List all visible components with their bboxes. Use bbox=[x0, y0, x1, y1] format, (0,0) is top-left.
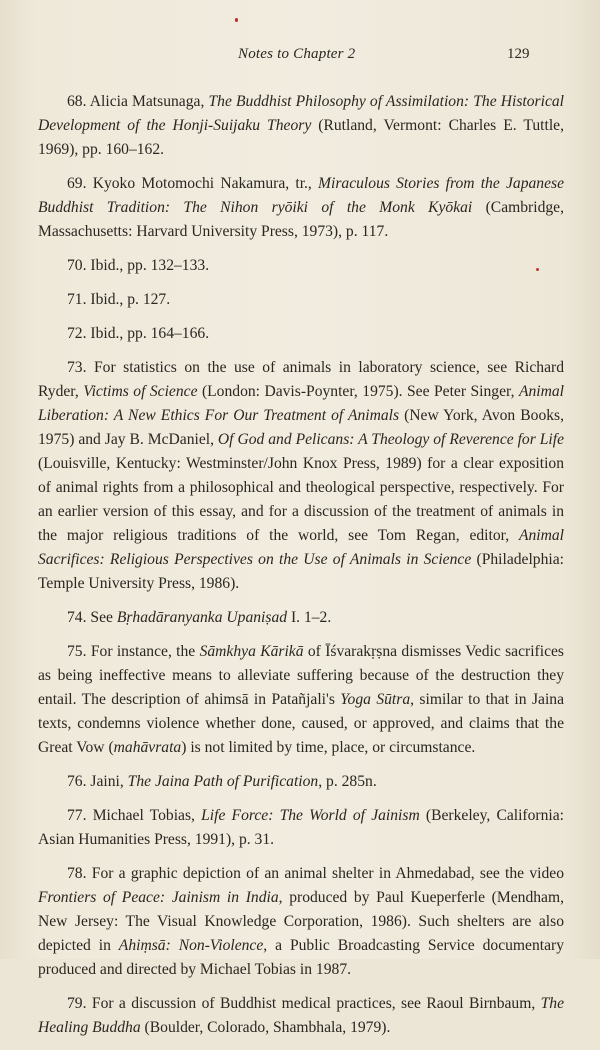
endnote-text: Ibid., pp. 132–133. bbox=[90, 257, 210, 274]
endnote-title: Life Force: The World of Jainism bbox=[201, 807, 420, 824]
endnote-title: Of God and Pelicans: A Theology of Reverence for Life bbox=[217, 431, 564, 448]
page-number: 129 bbox=[507, 46, 530, 62]
endnote-title: Bṛhadāranyanka Upaniṣad bbox=[116, 609, 288, 626]
endnote-text: For statistics on the use of animals in laboratory science, see Richard Ryder, bbox=[38, 359, 564, 400]
endnote-title: mahāvrata bbox=[113, 739, 182, 756]
endnote-number: 74. bbox=[67, 609, 87, 626]
endnote-text: Ibid., p. 127. bbox=[90, 291, 171, 308]
endnote-text: ) is not limited by time, place, or circumstance. bbox=[181, 739, 476, 756]
endnote-text: For a graphic depiction of an animal shelter in Ahmedabad, see the video bbox=[91, 865, 564, 882]
endnote bbox=[38, 172, 564, 244]
endnote bbox=[38, 322, 564, 346]
endnote-text: (Boulder, Colorado, Shambhala, 1979). bbox=[140, 1019, 391, 1036]
endnote-number: 78. bbox=[67, 865, 87, 882]
endnote-number: 69. bbox=[67, 175, 87, 192]
endnote bbox=[38, 356, 564, 596]
endnote bbox=[38, 862, 564, 982]
endnote-text: , similar to that in Jaina texts, condemns violence whether done, caused, or approved, and claims that the Great Vow ( bbox=[38, 691, 564, 756]
endnote-number: 76. bbox=[67, 773, 87, 790]
endnote-text: (Rutland, Vermont: Charles E. Tuttle, 1969), pp. 160–162. bbox=[38, 117, 564, 158]
endnote-text: Ibid., pp. 164–166. bbox=[90, 325, 210, 342]
endnote-number: 73. bbox=[67, 359, 87, 376]
endnote bbox=[38, 254, 564, 278]
endnote-text: See bbox=[90, 609, 117, 626]
endnote-text: (London: Davis-Poynter, 1975). See Peter Singer, bbox=[197, 383, 519, 400]
endnote-title: Yoga Sūtra bbox=[340, 691, 411, 708]
endnote-number: 68. bbox=[67, 93, 87, 110]
endnote-number: 71. bbox=[67, 291, 87, 308]
endnote-text: , p. 285n. bbox=[318, 773, 377, 790]
endnote-title: Victims of Science bbox=[83, 383, 198, 400]
endnote-number: 75. bbox=[67, 643, 87, 660]
endnote-number: 77. bbox=[67, 807, 87, 824]
endnote bbox=[38, 804, 564, 852]
endnote-text: I. 1–2. bbox=[287, 609, 332, 626]
endnote-title: The Healing Buddha bbox=[38, 995, 564, 1036]
endnote bbox=[38, 288, 564, 312]
endnote-title: The Jaina Path of Purification bbox=[127, 773, 319, 790]
page-header bbox=[0, 46, 600, 68]
endnote-text: , produced by Paul Kueperferle (Mendham, New Jersey: The Visual Knowledge Corporation, 1986). Such shelters are also depicted in bbox=[38, 889, 564, 954]
endnote-text: Jaini, bbox=[90, 773, 128, 790]
endnotes-list bbox=[38, 90, 564, 1050]
endnote-title: Miraculous Stories from the Japanese Buddhist Tradition: The Nihon ryōiki of the Monk Kyōkai bbox=[38, 175, 564, 216]
endnote-text: Michael Tobias, bbox=[92, 807, 202, 824]
endnote-text: (Louisville, Kentucky: Westminster/John Knox Press, 1989) for a clear exposition of animal rights from a philosophical and theological perspective, respectively. For an earlier version of this essay, and for a discussion of the treatment of animals in the major religious traditions of the world, see Tom Regan, editor, bbox=[38, 455, 564, 544]
endnote-text: Kyoko Motomochi Nakamura, tr., bbox=[92, 175, 319, 192]
endnote bbox=[38, 90, 564, 162]
endnote-number: 70. bbox=[67, 257, 87, 274]
endnote-text: For instance, the bbox=[90, 643, 200, 660]
ink-speck bbox=[235, 18, 238, 22]
endnote-title: The Buddhist Philosophy of Assimilation: The Historical Development of the Honji-Suijaku Theory bbox=[38, 93, 565, 134]
endnote-text: , a Public Broadcasting Service documentary produced and directed by Michael Tobias in 1987. bbox=[38, 937, 565, 978]
endnote-text: (Philadelphia: Temple University Press, 1986). bbox=[38, 551, 564, 592]
endnote bbox=[38, 640, 564, 760]
endnote-text: of Īśvarakṛṣna dismisses Vedic sacrifices as being ineffective means to alleviate suffering because of the destruction they entail. The description of ahimsā in Patañjali's bbox=[38, 643, 564, 708]
endnote-text: For a discussion of Buddhist medical practices, see Raoul Birnbaum, bbox=[91, 995, 541, 1012]
endnote-number: 72. bbox=[67, 325, 87, 342]
running-head: Notes to Chapter 2 bbox=[238, 46, 356, 62]
endnote bbox=[38, 992, 564, 1040]
endnote-title: Ahiṃsā: Non-Violence bbox=[118, 937, 264, 954]
endnote-title: Frontiers of Peace: Jainism in India bbox=[38, 889, 279, 906]
endnote-text: (Berkeley, California: Asian Humanities Press, 1991), p. 31. bbox=[38, 807, 564, 848]
endnote-title: Sāmkhya Kārikā bbox=[199, 643, 304, 660]
endnote bbox=[38, 770, 564, 794]
endnote-number: 79. bbox=[67, 995, 87, 1012]
endnote-title: Animal Liberation: A New Ethics For Our Treatment of Animals bbox=[38, 383, 564, 424]
endnote-text: (New York, Avon Books, 1975) and Jay B. McDaniel, bbox=[38, 407, 565, 448]
endnote-text: (Cambridge, Massachusetts: Harvard University Press, 1973), p. 117. bbox=[38, 199, 564, 240]
endnote-text: Alicia Matsunaga, bbox=[89, 93, 209, 110]
endnote bbox=[38, 606, 564, 630]
endnote-title: Animal Sacrifices: Religious Perspectives on the Use of Animals in Science bbox=[38, 527, 564, 568]
